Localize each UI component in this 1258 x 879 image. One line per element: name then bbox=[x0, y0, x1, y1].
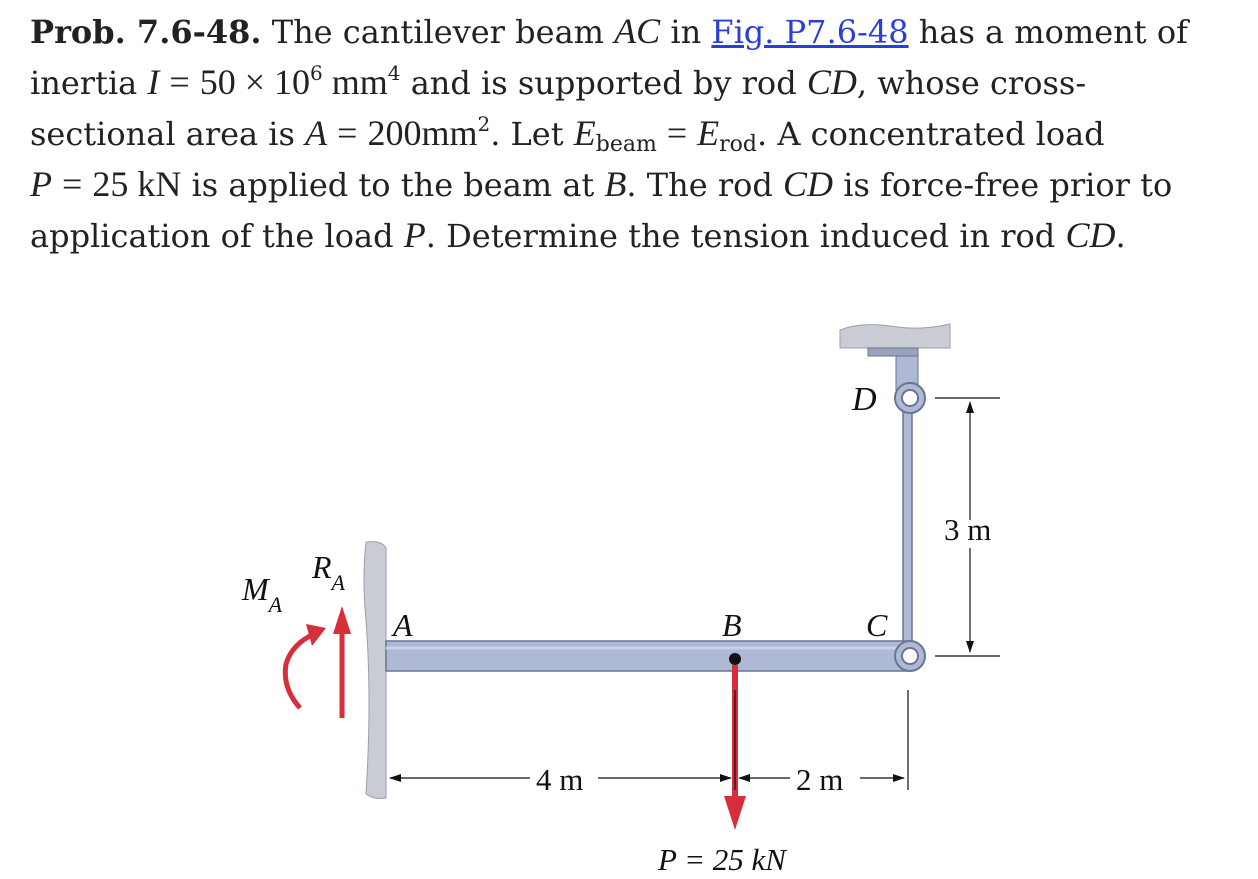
text-run: The cantilever beam bbox=[261, 13, 615, 51]
label-point-d: D bbox=[852, 381, 877, 418]
reaction-arrow bbox=[333, 606, 351, 718]
equals-sign: = bbox=[62, 164, 83, 204]
inertia-exponent: 6 bbox=[310, 61, 323, 85]
text-run: application of the load bbox=[30, 217, 404, 255]
figure-link[interactable]: Fig. P7.6-48 bbox=[711, 13, 909, 51]
load-symbol: P bbox=[403, 215, 426, 255]
point-b-dot bbox=[729, 653, 741, 665]
rod-name: CD bbox=[783, 164, 834, 204]
e-symbol: E bbox=[573, 113, 596, 153]
inertia-symbol: I bbox=[147, 62, 160, 102]
label-point-c: C bbox=[866, 607, 888, 643]
e-rod-subscript: rod bbox=[719, 132, 758, 157]
label-point-b: B bbox=[722, 607, 742, 643]
point-b-ref: B bbox=[604, 164, 627, 204]
e-beam-subscript: beam bbox=[595, 132, 657, 157]
moment-arrow bbox=[285, 624, 326, 708]
label-point-a: A bbox=[393, 607, 413, 643]
equals-sign: = bbox=[666, 113, 688, 153]
area-value: 200mm bbox=[367, 113, 478, 153]
label-dim-rod: 3 m bbox=[944, 512, 992, 547]
rod-name: CD bbox=[806, 62, 857, 102]
rod-cd bbox=[903, 402, 912, 652]
label-reaction: $R_A$ bbox=[312, 549, 345, 595]
text-run: , whose cross- bbox=[856, 64, 1087, 102]
rod-name: CD bbox=[1065, 215, 1116, 255]
text-run: inertia bbox=[30, 64, 148, 102]
label-dim-ab: 4 m bbox=[536, 762, 584, 797]
text-run: sectional area is bbox=[30, 115, 306, 153]
label-load: P = 25 kN bbox=[658, 842, 786, 877]
load-symbol: P bbox=[30, 164, 52, 204]
pin-c bbox=[895, 641, 925, 671]
text-run: is force-free prior to bbox=[833, 166, 1173, 204]
label-dim-bc: 2 m bbox=[796, 762, 844, 797]
text-run: . The rod bbox=[626, 166, 784, 204]
load-value: 25 kN bbox=[92, 164, 182, 204]
text-run: and is supported by rod bbox=[400, 64, 807, 102]
pin-d bbox=[895, 383, 925, 413]
text-run: . Determine the tension induced in rod bbox=[425, 217, 1066, 255]
text-run: has a moment of bbox=[908, 13, 1188, 51]
e-symbol: E bbox=[697, 113, 720, 153]
beam-ac bbox=[386, 641, 908, 671]
inertia-unit-exponent: 4 bbox=[387, 61, 401, 85]
inertia-unit: mm bbox=[331, 62, 388, 102]
beam-name: AC bbox=[614, 11, 661, 51]
text-run: . A concentrated load bbox=[757, 115, 1105, 153]
text-run: . Let bbox=[490, 115, 574, 153]
fixed-wall bbox=[364, 542, 386, 799]
text-run: is applied to the beam at bbox=[181, 166, 605, 204]
label-moment: $M_A$ bbox=[242, 571, 283, 617]
area-exponent: 2 bbox=[477, 112, 491, 136]
area-symbol: A bbox=[305, 113, 328, 153]
inertia-value: 50 × 10 bbox=[199, 62, 311, 102]
equals-sign: = bbox=[337, 113, 358, 153]
text-run: in bbox=[660, 13, 712, 51]
equals-sign: = bbox=[169, 62, 190, 102]
text-run: . bbox=[1115, 217, 1126, 255]
problem-id: Prob. 7.6-48. bbox=[30, 13, 262, 51]
